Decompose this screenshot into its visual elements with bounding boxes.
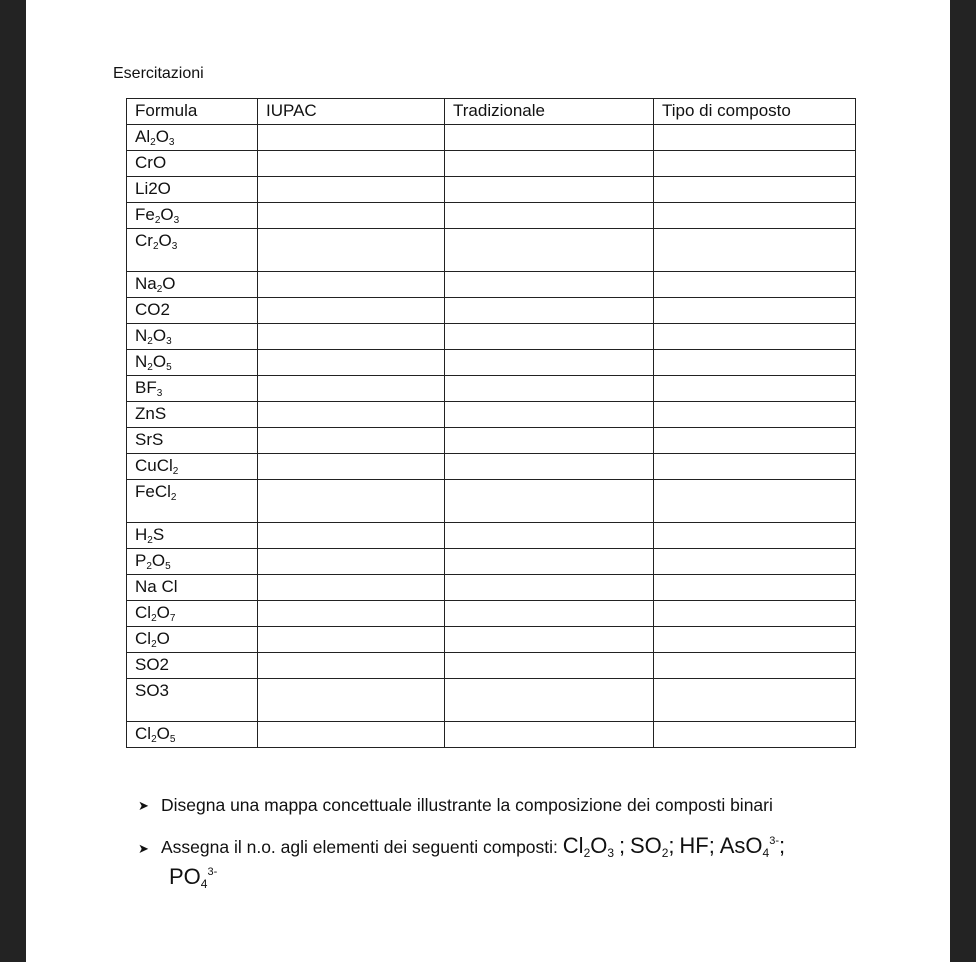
arrowhead-bullet-icon: ➤ <box>138 841 149 856</box>
iupac-cell[interactable] <box>258 601 445 627</box>
iupac-cell[interactable] <box>258 722 445 748</box>
iupac-cell[interactable] <box>258 428 445 454</box>
arrowhead-bullet-icon: ➤ <box>138 798 149 813</box>
compound-aso4: AsO$_4^{3-}$; <box>719 833 786 860</box>
tipo-cell[interactable] <box>654 454 856 480</box>
tipo-cell[interactable] <box>654 679 856 722</box>
tipo-cell[interactable] <box>654 298 856 324</box>
formula-cell: $P_2O_5$ <box>127 549 258 575</box>
compound-hf: HF; <box>679 833 715 858</box>
formula-cell: $N_2O_3$ <box>127 324 258 350</box>
table-row <box>127 480 856 523</box>
formula-cell: $Cl_2O_7$ <box>127 601 258 627</box>
task-list <box>138 795 858 892</box>
formula-cell: SO2 <box>127 653 258 679</box>
table-header-row <box>127 99 856 125</box>
task-text: Disegna una mappa concettuale illustrante la composizione dei composti binari <box>161 795 773 815</box>
formula-cell: $Cl_2O_5$ <box>127 722 258 748</box>
tradizionale-cell[interactable] <box>445 523 654 549</box>
compound-cl2o3: $Cl_2O_3$ <box>562 833 615 860</box>
tradizionale-cell[interactable] <box>445 575 654 601</box>
iupac-cell[interactable] <box>258 376 445 402</box>
table-row <box>127 177 856 203</box>
document-page <box>26 0 950 962</box>
iupac-cell[interactable] <box>258 679 445 722</box>
tradizionale-cell[interactable] <box>445 428 654 454</box>
iupac-cell[interactable] <box>258 523 445 549</box>
iupac-cell[interactable] <box>258 229 445 272</box>
formula-cell: CuCl$_2$ <box>127 454 258 480</box>
tipo-cell[interactable] <box>654 722 856 748</box>
tradizionale-cell[interactable] <box>445 151 654 177</box>
tipo-cell[interactable] <box>654 627 856 653</box>
list-item <box>138 831 858 892</box>
table-row <box>127 298 856 324</box>
formula-cell: $Na_2O$ <box>127 272 258 298</box>
tradizionale-cell[interactable] <box>445 203 654 229</box>
formula-cell: CrO <box>127 151 258 177</box>
iupac-cell[interactable] <box>258 151 445 177</box>
compound-po4: $PO_4^{3-}$ <box>169 864 218 891</box>
formula-cell: $Fe_2O_3$ <box>127 203 258 229</box>
table-row <box>127 203 856 229</box>
tipo-cell[interactable] <box>654 177 856 203</box>
tradizionale-cell[interactable] <box>445 722 654 748</box>
table-row <box>127 523 856 549</box>
table-row <box>127 722 856 748</box>
task-text: Assegna il n.o. agli elementi dei seguenti composti: <box>161 837 558 857</box>
table-row <box>127 454 856 480</box>
tradizionale-cell[interactable] <box>445 627 654 653</box>
separator: ; <box>618 833 626 858</box>
tradizionale-cell[interactable] <box>445 454 654 480</box>
table-row <box>127 679 856 722</box>
formula-cell: ZnS <box>127 402 258 428</box>
table-row <box>127 350 856 376</box>
list-item <box>138 795 858 831</box>
compound-so2: $SO_2$; <box>629 833 675 860</box>
table-row <box>127 428 856 454</box>
formula-cell: Li2O <box>127 177 258 203</box>
tradizionale-cell[interactable] <box>445 350 654 376</box>
tipo-cell[interactable] <box>654 324 856 350</box>
tipo-cell[interactable] <box>654 125 856 151</box>
table-row <box>127 125 856 151</box>
tradizionale-cell[interactable] <box>445 229 654 272</box>
table-row <box>127 653 856 679</box>
table-row <box>127 151 856 177</box>
tradizionale-cell[interactable] <box>445 177 654 203</box>
header-formula: Formula <box>127 99 258 125</box>
tradizionale-cell[interactable] <box>445 480 654 523</box>
table-row <box>127 627 856 653</box>
header-tradizionale: Tradizionale <box>445 99 654 125</box>
table-row <box>127 402 856 428</box>
formula-cell: SO3 <box>127 679 258 722</box>
iupac-cell[interactable] <box>258 298 445 324</box>
tradizionale-cell[interactable] <box>445 298 654 324</box>
table-row <box>127 575 856 601</box>
formula-cell: FeCl$_2$ <box>127 480 258 523</box>
formula-cell: $Al_2O_3$ <box>127 125 258 151</box>
formula-cell: CO2 <box>127 298 258 324</box>
tipo-cell[interactable] <box>654 549 856 575</box>
table-row <box>127 324 856 350</box>
tradizionale-cell[interactable] <box>445 402 654 428</box>
formula-cell: $Cl_2O$ <box>127 627 258 653</box>
tipo-cell[interactable] <box>654 229 856 272</box>
table-body <box>127 125 856 748</box>
table-row <box>127 229 856 272</box>
formula-cell: $Cr_2O_3$ <box>127 229 258 272</box>
tradizionale-cell[interactable] <box>445 653 654 679</box>
header-iupac: IUPAC <box>258 99 445 125</box>
formula-cell: $N_2O_5$ <box>127 350 258 376</box>
table-row <box>127 601 856 627</box>
tipo-cell[interactable] <box>654 653 856 679</box>
iupac-cell[interactable] <box>258 272 445 298</box>
tipo-cell[interactable] <box>654 151 856 177</box>
section-heading: Esercitazioni <box>113 65 204 82</box>
iupac-cell[interactable] <box>258 125 445 151</box>
tipo-cell[interactable] <box>654 402 856 428</box>
tradizionale-cell[interactable] <box>445 679 654 722</box>
tipo-cell[interactable] <box>654 376 856 402</box>
tradizionale-cell[interactable] <box>445 125 654 151</box>
tipo-cell[interactable] <box>654 575 856 601</box>
tipo-cell[interactable] <box>654 601 856 627</box>
header-tipo-di-composto: Tipo di composto <box>654 99 856 125</box>
formula-cell: Na Cl <box>127 575 258 601</box>
iupac-cell[interactable] <box>258 324 445 350</box>
table-row <box>127 376 856 402</box>
tipo-cell[interactable] <box>654 428 856 454</box>
tipo-cell[interactable] <box>654 480 856 523</box>
compounds-table <box>126 98 856 748</box>
iupac-cell[interactable] <box>258 480 445 523</box>
iupac-cell[interactable] <box>258 549 445 575</box>
iupac-cell[interactable] <box>258 454 445 480</box>
tipo-cell[interactable] <box>654 203 856 229</box>
iupac-cell[interactable] <box>258 350 445 376</box>
formula-cell: $BF_3$ <box>127 376 258 402</box>
tipo-cell[interactable] <box>654 350 856 376</box>
table-row <box>127 272 856 298</box>
iupac-cell[interactable] <box>258 177 445 203</box>
iupac-cell[interactable] <box>258 653 445 679</box>
tradizionale-cell[interactable] <box>445 324 654 350</box>
tipo-cell[interactable] <box>654 523 856 549</box>
table-row <box>127 549 856 575</box>
tradizionale-cell[interactable] <box>445 601 654 627</box>
iupac-cell[interactable] <box>258 402 445 428</box>
tradizionale-cell[interactable] <box>445 272 654 298</box>
formula-cell: $H_2S$ <box>127 523 258 549</box>
tradizionale-cell[interactable] <box>445 376 654 402</box>
iupac-cell[interactable] <box>258 575 445 601</box>
tradizionale-cell[interactable] <box>445 549 654 575</box>
iupac-cell[interactable] <box>258 627 445 653</box>
tipo-cell[interactable] <box>654 272 856 298</box>
formula-cell: SrS <box>127 428 258 454</box>
iupac-cell[interactable] <box>258 203 445 229</box>
